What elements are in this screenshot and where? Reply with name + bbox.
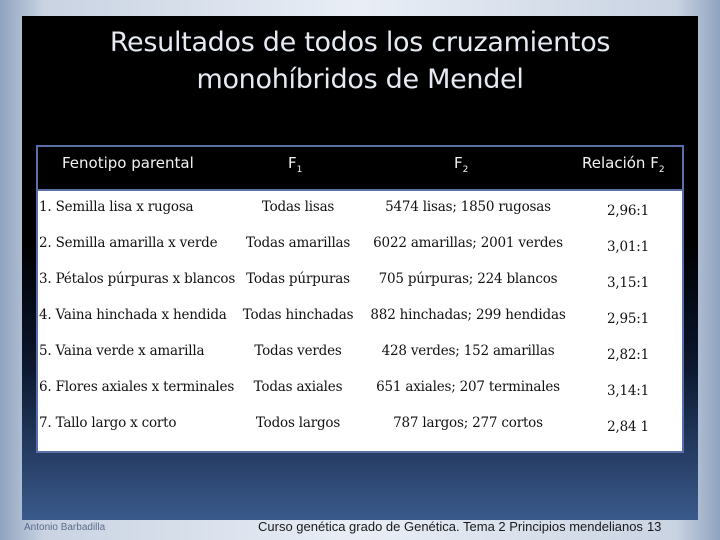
cell-fenotipo: 2. Semilla amarilla x verde: [39, 235, 218, 251]
cell-f2: 705 púrpuras; 224 blancos: [378, 271, 558, 287]
table-row: [38, 299, 682, 335]
header-relacion: Relación $F_2$: [582, 154, 665, 175]
header-f1: $F_1$: [288, 154, 303, 175]
header-f2: $F_2$: [454, 154, 469, 175]
table-row: [38, 371, 682, 407]
cell-f1: Todas verdes: [254, 343, 342, 359]
cell-f2: 5474 lisas; 1850 rugosas: [385, 199, 551, 215]
cell-relacion: 2,95:1: [607, 311, 649, 327]
table-row: [38, 335, 682, 371]
cell-f1: Todas axiales: [253, 379, 343, 395]
footer-course-text: Curso genética grado de Genética. Tema 2 Principios mendelianos: [258, 519, 643, 534]
table-row: [38, 227, 682, 263]
footer-course: [258, 519, 661, 534]
cell-fenotipo: 6. Flores axiales x terminales: [39, 379, 235, 395]
cell-f1: Todas púrpuras: [246, 271, 350, 287]
table-row: [38, 191, 682, 227]
cell-f1: Todas hinchadas: [242, 307, 354, 323]
cell-fenotipo: 5. Vaina verde x amarilla: [39, 343, 205, 359]
page-number: 13: [646, 519, 662, 534]
slide-title: [22, 24, 698, 98]
header-fenotipo: Fenotipo parental: [62, 154, 194, 172]
cell-f2: 651 axiales; 207 terminales: [376, 379, 560, 395]
cell-f1: Todas amarillas: [245, 235, 351, 251]
footer-author: Antonio Barbadilla: [24, 522, 106, 533]
cell-relacion: 3,01:1: [607, 239, 649, 255]
cell-fenotipo: 1. Semilla lisa x rugosa: [39, 199, 194, 215]
cell-f2: 882 hinchadas; 299 hendidas: [370, 307, 566, 323]
cell-f2: 428 verdes; 152 amarillas: [381, 343, 555, 359]
cell-f2: 6022 amarillas; 2001 verdes: [373, 235, 563, 251]
table-header: [38, 147, 682, 191]
cell-fenotipo: 3. Pétalos púrpuras x blancos: [39, 271, 236, 287]
table-row: [38, 263, 682, 299]
cell-f2: 787 largos; 277 cortos: [393, 415, 543, 431]
cell-fenotipo: 7. Tallo largo x corto: [39, 415, 177, 431]
cell-fenotipo: 4. Vaina hinchada x hendida: [39, 307, 227, 323]
cell-relacion: 3,15:1: [607, 275, 649, 291]
cell-relacion: 2,82:1: [607, 347, 649, 363]
cell-relacion: 2,84 1: [607, 419, 649, 435]
cell-f1: Todas lisas: [261, 199, 335, 215]
cell-f1: Todos largos: [255, 415, 341, 431]
title-line-1: Resultados de todos los cruzamientos: [109, 27, 611, 58]
table-row: [38, 407, 682, 443]
title-line-2: monohíbridos de Mendel: [196, 64, 524, 95]
results-table: [36, 145, 684, 453]
cell-relacion: 3,14:1: [607, 383, 649, 399]
cell-relacion: 2,96:1: [607, 203, 649, 219]
